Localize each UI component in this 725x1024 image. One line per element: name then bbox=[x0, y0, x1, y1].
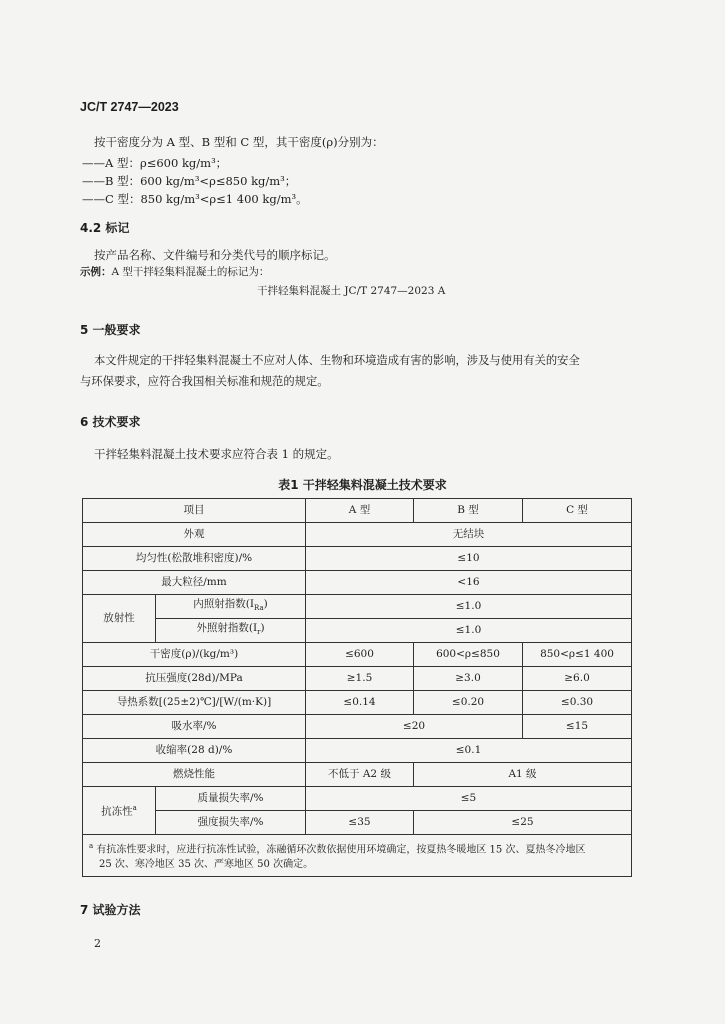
compressive-strength-label: 抗压强度(28d)/MPa bbox=[83, 667, 306, 691]
table-footnote-row bbox=[83, 835, 632, 877]
table-row bbox=[83, 667, 632, 691]
table-row bbox=[83, 739, 632, 763]
classification-intro: 按干密度分为 A 型、B 型和 C 型，其干密度(ρ)分别为： bbox=[94, 135, 384, 149]
technical-requirements-table bbox=[82, 498, 632, 877]
technical-requirement-body: 干拌轻集料混凝土技术要求应符合表 1 的规定。 bbox=[94, 447, 339, 461]
table-footnote bbox=[83, 835, 632, 877]
general-requirement-line2: 与环保要求，应符合我国相关标准和规范的规定。 bbox=[80, 375, 329, 388]
compressive-strength-c: ≥6.0 bbox=[523, 667, 632, 691]
thermal-conductivity-c: ≤0.30 bbox=[523, 691, 632, 715]
combustion-label: 燃烧性能 bbox=[83, 763, 306, 787]
max-size-label: 最大粒径/mm bbox=[83, 571, 306, 595]
strength-loss-bc: ≤25 bbox=[414, 811, 632, 835]
dry-density-c: 850<ρ≤1 400 bbox=[523, 643, 632, 667]
table-row bbox=[83, 619, 632, 643]
frost-group-label: 抗冻性$^a$ bbox=[83, 787, 156, 835]
header-type-a: A 型 bbox=[306, 499, 414, 523]
footnote-line1: 有抗冻性要求时，应进行抗冻性试验，冻融循环次数依据使用环境确定，按夏热冬暖地区 15 次、夏热冬冷地区 bbox=[96, 844, 586, 856]
general-requirement-line1: 本文件规定的干拌轻集料混凝土不应对人体、生物和环境造成有害的影响，涉及与使用有关的安全 bbox=[94, 354, 580, 367]
radioactivity-group-label: 放射性 bbox=[83, 595, 156, 643]
footnote-mark: a bbox=[89, 842, 94, 850]
section-6-heading: 6 技术要求 bbox=[80, 415, 141, 429]
mass-loss-label: 质量损失率/% bbox=[156, 787, 306, 811]
marking-example: 干拌轻集料混凝土 JC/T 2747—2023 A bbox=[257, 285, 446, 297]
table-header-row bbox=[83, 499, 632, 523]
thermal-conductivity-a: ≤0.14 bbox=[306, 691, 414, 715]
table-row bbox=[83, 523, 632, 547]
example-line bbox=[80, 264, 269, 279]
table-row bbox=[83, 763, 632, 787]
standard-number: JC/T 2747—2023 bbox=[80, 100, 179, 114]
marking-body: 按产品名称、文件编号和分类代号的顺序标记。 bbox=[94, 248, 336, 262]
thermal-conductivity-label: 导热系数[(25±2)℃]/[W/(m·K)] bbox=[83, 691, 306, 715]
thermal-conductivity-b: ≤0.20 bbox=[414, 691, 523, 715]
strength-loss-label: 强度损失率/% bbox=[156, 811, 306, 835]
combustion-a: 不低于 A2 级 bbox=[306, 763, 414, 787]
uniformity-label: 均匀性(松散堆积密度)/% bbox=[83, 547, 306, 571]
table-caption: 表1 干拌轻集料混凝土技术要求 bbox=[278, 478, 447, 492]
internal-exposure-label: 内照射指数$(I_{Ra})$ bbox=[156, 595, 306, 619]
water-absorption-ab: ≤20 bbox=[306, 715, 523, 739]
uniformity-value: ≤10 bbox=[306, 547, 632, 571]
table-row bbox=[83, 691, 632, 715]
internal-exposure-value: ≤1.0 bbox=[306, 595, 632, 619]
appearance-value: 无结块 bbox=[306, 523, 632, 547]
table-row bbox=[83, 787, 632, 811]
page-number: 2 bbox=[94, 937, 101, 950]
type-a-definition: ——A 型：ρ≤600 kg/m³； bbox=[82, 156, 228, 170]
compressive-strength-b: ≥3.0 bbox=[414, 667, 523, 691]
dry-density-label: 干密度(ρ)/(kg/m³) bbox=[83, 643, 306, 667]
water-absorption-c: ≤15 bbox=[523, 715, 632, 739]
combustion-bc: A1 级 bbox=[414, 763, 632, 787]
dry-density-b: 600<ρ≤850 bbox=[414, 643, 523, 667]
section-4-2-heading: 4.2 标记 bbox=[80, 221, 130, 235]
external-exposure-label: 外照射指数$(I_r)$ bbox=[156, 619, 306, 643]
table-row bbox=[83, 811, 632, 835]
external-exposure-value: ≤1.0 bbox=[306, 619, 632, 643]
dry-density-a: ≤600 bbox=[306, 643, 414, 667]
table-row bbox=[83, 571, 632, 595]
table-row bbox=[83, 595, 632, 619]
shrinkage-label: 收缩率(28 d)/% bbox=[83, 739, 306, 763]
section-5-heading: 5 一般要求 bbox=[80, 323, 141, 337]
table-row bbox=[83, 715, 632, 739]
compressive-strength-a: ≥1.5 bbox=[306, 667, 414, 691]
table-row bbox=[83, 643, 632, 667]
strength-loss-a: ≤35 bbox=[306, 811, 414, 835]
type-b-definition: ——B 型：600 kg/m³<ρ≤850 kg/m³； bbox=[82, 174, 297, 188]
example-text: A 型干拌轻集料混凝土的标记为： bbox=[111, 266, 270, 278]
footnote-line2: 25 次、寒冷地区 35 次、严寒地区 50 次确定。 bbox=[99, 859, 314, 871]
header-type-b: B 型 bbox=[414, 499, 523, 523]
type-c-definition: ——C 型：850 kg/m³<ρ≤1 400 kg/m³。 bbox=[82, 192, 308, 206]
max-size-value: <16 bbox=[306, 571, 632, 595]
shrinkage-value: ≤0.1 bbox=[306, 739, 632, 763]
header-type-c: C 型 bbox=[523, 499, 632, 523]
water-absorption-label: 吸水率/% bbox=[83, 715, 306, 739]
section-7-heading: 7 试验方法 bbox=[80, 903, 141, 917]
appearance-label: 外观 bbox=[83, 523, 306, 547]
mass-loss-value: ≤5 bbox=[306, 787, 632, 811]
table-row bbox=[83, 547, 632, 571]
example-label: 示例： bbox=[80, 266, 112, 278]
header-item: 项目 bbox=[83, 499, 306, 523]
